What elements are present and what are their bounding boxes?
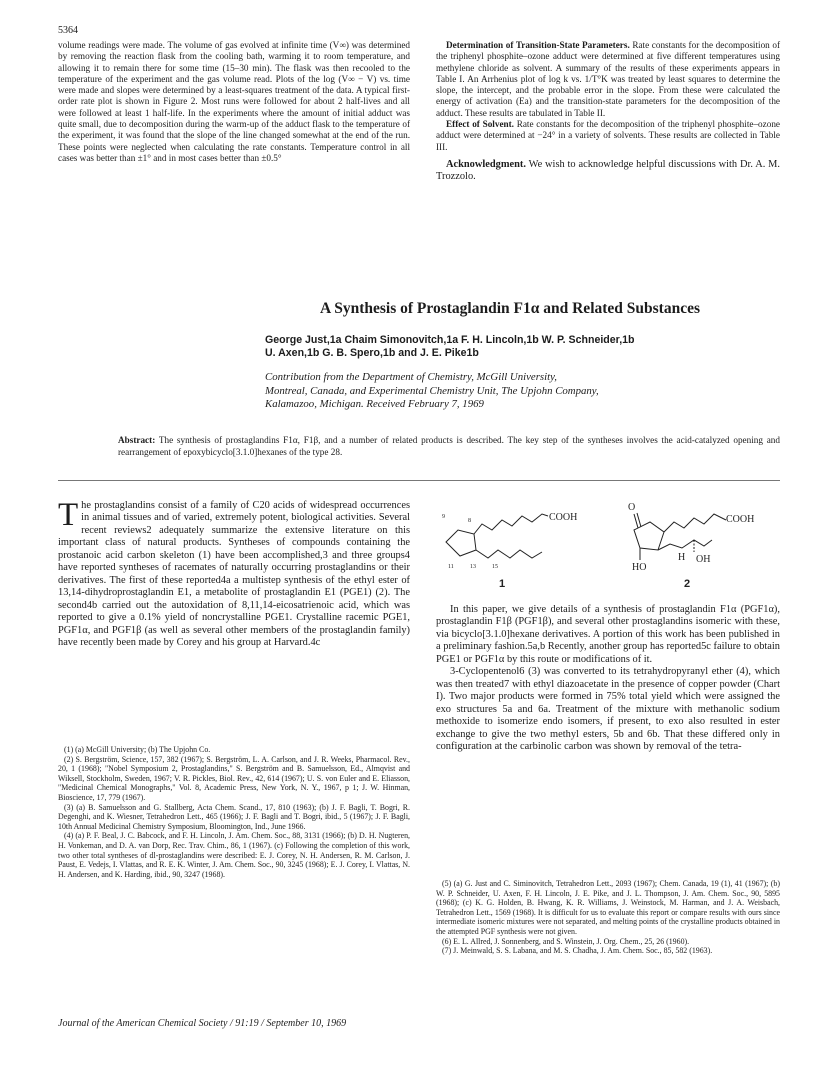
acknowledgment-text: We wish to acknowledge helpful discussions with Dr. A. M. Trozzolo. bbox=[436, 158, 780, 183]
cooh-label: COOH bbox=[549, 512, 578, 523]
carbon-label-8: 8 bbox=[468, 518, 471, 524]
section-heading: Determination of Transition-State Parameters. bbox=[446, 40, 630, 50]
body-paragraph: 3-Cyclopentenol6 (3) was converted to its tetrahydropyranyl ether (4), which was then treated7 with ethyl diazoacetate in the presence of copper powder (Chart I). Two major products were formed in 75% total yield which were assigned the exo structures 5a and 6a. Treatment of the mixture with methanolic sodium methoxide to isomerize endo isomers, if present, to exo also resulted in ester exchange to give the two methyl esters, 5b and 6b. That these differed only in configuration at the carbinolic carbon was shown by removal of the tetra- bbox=[436, 666, 780, 752]
paragraph-text: Rate constants for the decomposition of the triphenyl phosphite–ozone adduct were determined at −24° in a variety of solvents. These results are collected in Table III. bbox=[436, 119, 780, 152]
prev-article-text-left bbox=[58, 40, 410, 164]
structure-number-2: 2 bbox=[684, 578, 691, 590]
body-column-left bbox=[58, 497, 410, 649]
body-paragraph: he prostaglandins consist of a family of C20 acids of widespread occurrences in animal tissues and of varied, extremely potent, biological activities. Several recent reviews2 adequately summarize the extensive literature on this important class of natural products. Syntheses of compounds containing the prostanoic acid carbon skeleton (1) have been accomplished,3 and three groups4 have reported syntheses of racemates of naturally occurring prostaglandins or their derivatives. The first of these reported4a a multistep synthesis of the ethyl ester of 13,14-dihydroprostaglandin E1, a metabolite of prostaglandin E1 (PGE1) (2). The second4b carried out the autoxidation of 8,11,14-eicosatrienoic acid, which was reported to give a 0.1% yield of noncrystalline PGE1. Crystalline racemic PGE1, PGF1α, and PGF1β (as well as several other members of the prostaglandin family) have recently been made by Corey and his group at Harvard.4c bbox=[58, 500, 410, 648]
footnotes-left bbox=[58, 745, 410, 879]
affiliation-line: Contribution from the Department of Chemistry, McGill University, bbox=[265, 371, 557, 383]
paragraph-text: Rate constants for the decomposition of the triphenyl phosphite–ozone adduct were determined at five different temperatures using methylene chloride as solvent. A summary of the results of these experiments appears in Table I. An Arrhenius plot of log k vs. 1/T°K was treated by least squares to determine the slope, the intercept, and the probable error in the slope. From these were calculated the energy of activation (Ea) and the transition-state parameters for the decomposition of the adduct. These results are tabulated in Table II. bbox=[436, 40, 781, 118]
drop-cap: T bbox=[58, 497, 79, 533]
affiliation-line: Montreal, Canada, and Experimental Chemistry Unit, The Upjohn Company, bbox=[265, 384, 599, 397]
ho-label: HO bbox=[632, 562, 647, 573]
carboxyl-chain bbox=[474, 514, 548, 534]
footnote: (6) E. L. Allred, J. Sonnenberg, and S. Winstein, J. Org. Chem., 25, 26 (1960). bbox=[442, 936, 690, 946]
prev-article-text-right bbox=[436, 40, 780, 184]
author-line: George Just,1a Chaim Simonovitch,1a F. H. Lincoln,1b W. P. Schneider,1b bbox=[265, 334, 635, 346]
oxygen-label: O bbox=[628, 502, 636, 513]
footnote: (3) (a) B. Samuelsson and G. Stallberg, Acta Chem. Scand., 17, 810 (1963); (b) J. F. Bagli, T. Bogri, R. Degenghi, and K. Wiesner, Tetrahedron Lett., 465 (1966); J. F. Bagli and T. Bogri, ibid., 5 (1967); J. F. Bagli, 10th Annual Medicinal Chemistry Symposium, Bloomington, Ind., June 1966. bbox=[58, 802, 410, 831]
footnote: (4) (a) P. F. Beal, J. C. Babcock, and F. H. Lincoln, J. Am. Chem. Soc., 88, 3131 (1966); (b) D. H. Nugteren, H. Vonkeman, and D. A. van Dorp, Rec. Trav. Chim., 86, 1 (1967). (c) Following the completion of this work, two other total syntheses of dl-prostaglandins were described: E. J. Corey, N. H. Andersen, R. M. Carlson, J. Paust, E. Vedejs, I. Vlattas, and R. E. K. Winter, J. Am. Chem. Soc., 90, 3245 (1968); E. J. Corey, I. Vlattas, N. H. Andersen, and K. Harding, ibid., 90, 3247 (1968). bbox=[58, 831, 410, 879]
author-list bbox=[265, 334, 785, 360]
footnotes-right bbox=[436, 879, 780, 956]
page-number: 5364 bbox=[58, 25, 78, 36]
solvent-paragraph bbox=[436, 119, 780, 153]
structure-number-1: 1 bbox=[499, 578, 506, 590]
article-title: A Synthesis of Prostaglandin F1α and Related Substances bbox=[320, 300, 700, 317]
carbon-label-13: 13 bbox=[470, 564, 476, 570]
abstract-label: Abstract: bbox=[118, 435, 156, 445]
body-column-right bbox=[436, 604, 780, 753]
section-heading: Effect of Solvent. bbox=[446, 119, 514, 130]
affiliation-line: Kalamazoo, Michigan. Received February 7, 1969 bbox=[265, 398, 484, 411]
affiliation bbox=[265, 371, 785, 412]
carbon-label-15: 15 bbox=[492, 564, 498, 570]
carbon-label-9: 9 bbox=[442, 514, 445, 520]
carboxyl-chain bbox=[664, 514, 726, 532]
cooh-label: COOH bbox=[726, 514, 755, 525]
body-paragraph: In this paper, we give details of a synthesis of prostaglandin F1α (PGF1α), prostaglandin F1β (PGF1β), and several other prostaglandins isomeric with these, via bicyclo[3.1.0]hexane derivatives. A portion of this work has been published in a preliminary fashion.5a,b Recently, another group has reported5c failure to obtain PGE1 or PGF1α by this route or modifications of it. bbox=[436, 604, 780, 665]
acknowledgment-paragraph bbox=[436, 159, 780, 184]
author-line: U. Axen,1b G. B. Spero,1b and J. E. Pike1b bbox=[265, 347, 479, 359]
carbon-label-11: 11 bbox=[448, 564, 454, 570]
acknowledgment-heading: Acknowledgment. bbox=[446, 158, 526, 170]
footnote: (1) (a) McGill University; (b) The Upjohn Co. bbox=[64, 745, 211, 754]
journal-footer: Journal of the American Chemical Society / 91:19 / September 10, 1969 bbox=[58, 1018, 347, 1029]
transition-state-paragraph bbox=[436, 40, 780, 119]
cyclopentane-ring bbox=[446, 530, 476, 556]
abstract-text: The synthesis of prostaglandins F1α, F1β, and a number of related products is described. The key step of the syntheses involves the acid-catalyzed opening and rearrangement of epoxybicyclo[3.1.0]hexanes of the type 28. bbox=[118, 435, 780, 457]
hydrogen-label: H bbox=[678, 552, 686, 563]
structure-1 bbox=[446, 514, 548, 558]
footnote: (2) S. Bergström, Science, 157, 382 (1967); S. Bergström, L. A. Carlson, and J. R. Weeks, Pharmacol. Rev., 20, 1 (1968); "Nobel Symposium 2, Prostaglandins," S. Bergström and B. Samuelsson, Ed., Almqvist and Wiksell, Stockholm, Sweden, 1967; V. R. Pickles, Biol. Rev., 42, 614 (1967); U. S. von Euler and E. Eliasson, "Medicinal Chemical Monographs," Vol. 8, Academic Press, New York, N. Y., 1967, p 1; J. W. Hinman, Bioscience, 17, 779 (1967). bbox=[58, 754, 410, 802]
oh-label: OH bbox=[696, 554, 711, 565]
footnote: (7) J. Meinwald, S. S. Labana, and M. S. Chadha, J. Am. Chem. Soc., 85, 582 (1963). bbox=[442, 946, 713, 956]
prev-article-paragraph: volume readings were made. The volume of gas evolved at infinite time (V∞) was determined by removing the reaction flask from the cooling bath, warming it to room temperature, and allowing it to remain there for some time (15–30 min). The flask was then recooled to the temperature of the experiment and the gas volume read. Plots of the log (V∞ − V) vs. time were made and slopes were determined by a least-squares treatment of the data. A typical first-order rate plot is shown in Figure 2. Most runs were followed for about 2 half-lives and all were followed at least 1 half-life. In the experiments where the amount of initial adduct was quite small, due to decomposition during the warm-up of the adduct flask to the temperature of the experiment, it was found that the slope of the line changed somewhat at the end of the run. These points were neglected when calculating the rate constants. Temperature control in all cases was better than ±1° and in most cases better than ±0.5° bbox=[58, 40, 410, 163]
alkyl-chain bbox=[476, 550, 542, 558]
section-divider bbox=[58, 480, 780, 481]
cyclopentanone-ring bbox=[634, 522, 664, 550]
alkyl-chain bbox=[658, 540, 712, 550]
abstract bbox=[118, 435, 780, 458]
chemical-structures bbox=[436, 500, 780, 595]
footnote: (5) (a) G. Just and C. Siminovitch, Tetrahedron Lett., 2093 (1967); Chem. Canada, 19 (1), 41 (1967); (b) W. P. Schneider, U. Axen, F. H. Lincoln, J. E. Pike, and J. L. Thompson, J. Am. Chem. Soc., 90, 5895 (1968); (c) K. G. Holden, B. Hwang, K. R. Williams, J. Weinstock, M. Harman, and J. A. Weisbach, Tetrahedron Lett., 1569 (1968). It is difficult for us to evaluate this report or compare results with ours since intermediate isomeric mixtures were not separated, and melting points of the crystalline products obtained in the attempted PGF synthesis were not given. bbox=[436, 879, 780, 936]
